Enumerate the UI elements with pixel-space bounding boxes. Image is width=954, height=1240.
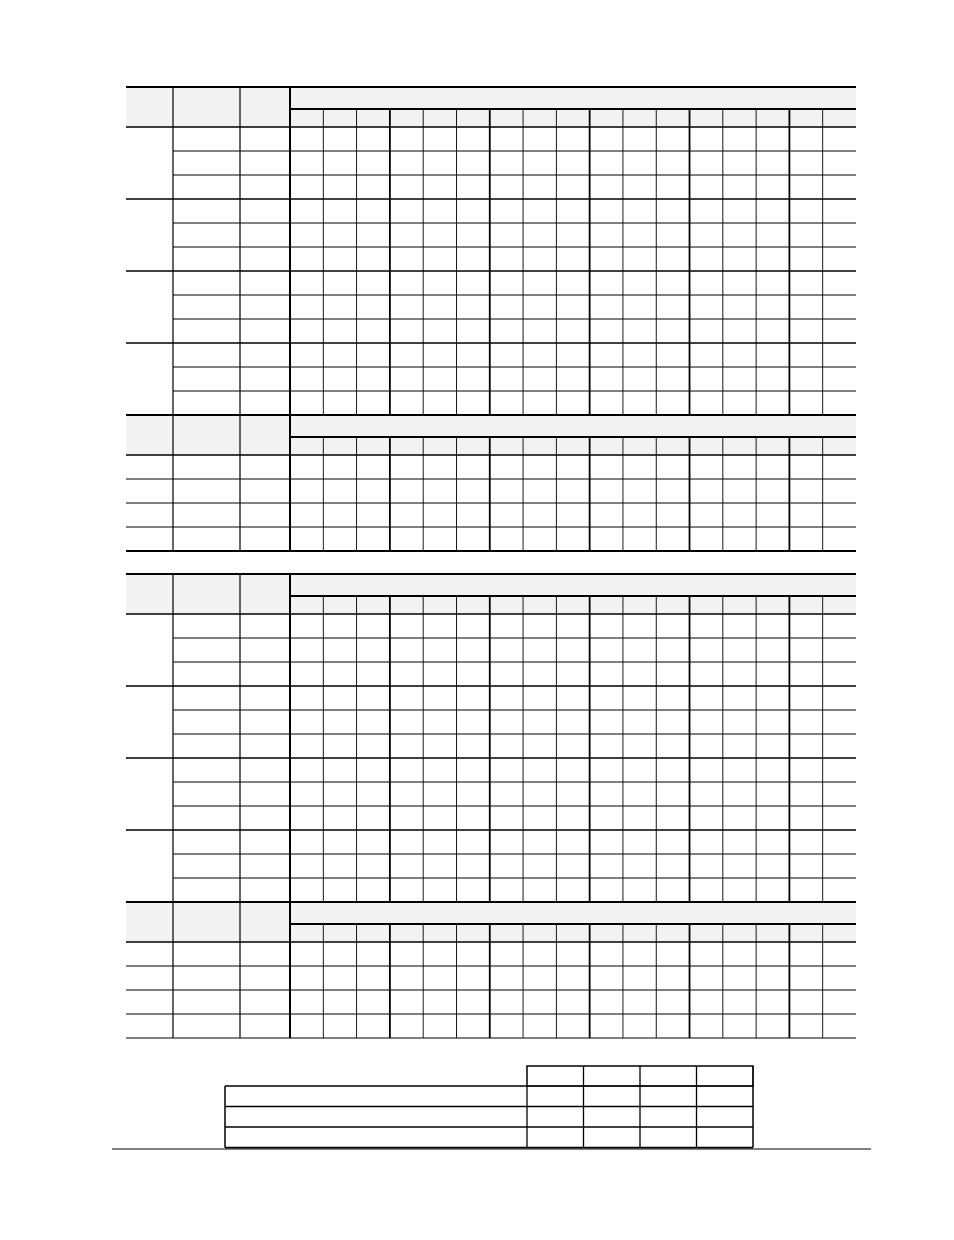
header-fill (126, 574, 856, 614)
summary-table (225, 1066, 753, 1148)
header-fill (126, 87, 856, 127)
data-table-2 (126, 574, 856, 1038)
data-table-1 (126, 87, 856, 551)
header-fill (126, 902, 856, 942)
header-fill (126, 415, 856, 455)
